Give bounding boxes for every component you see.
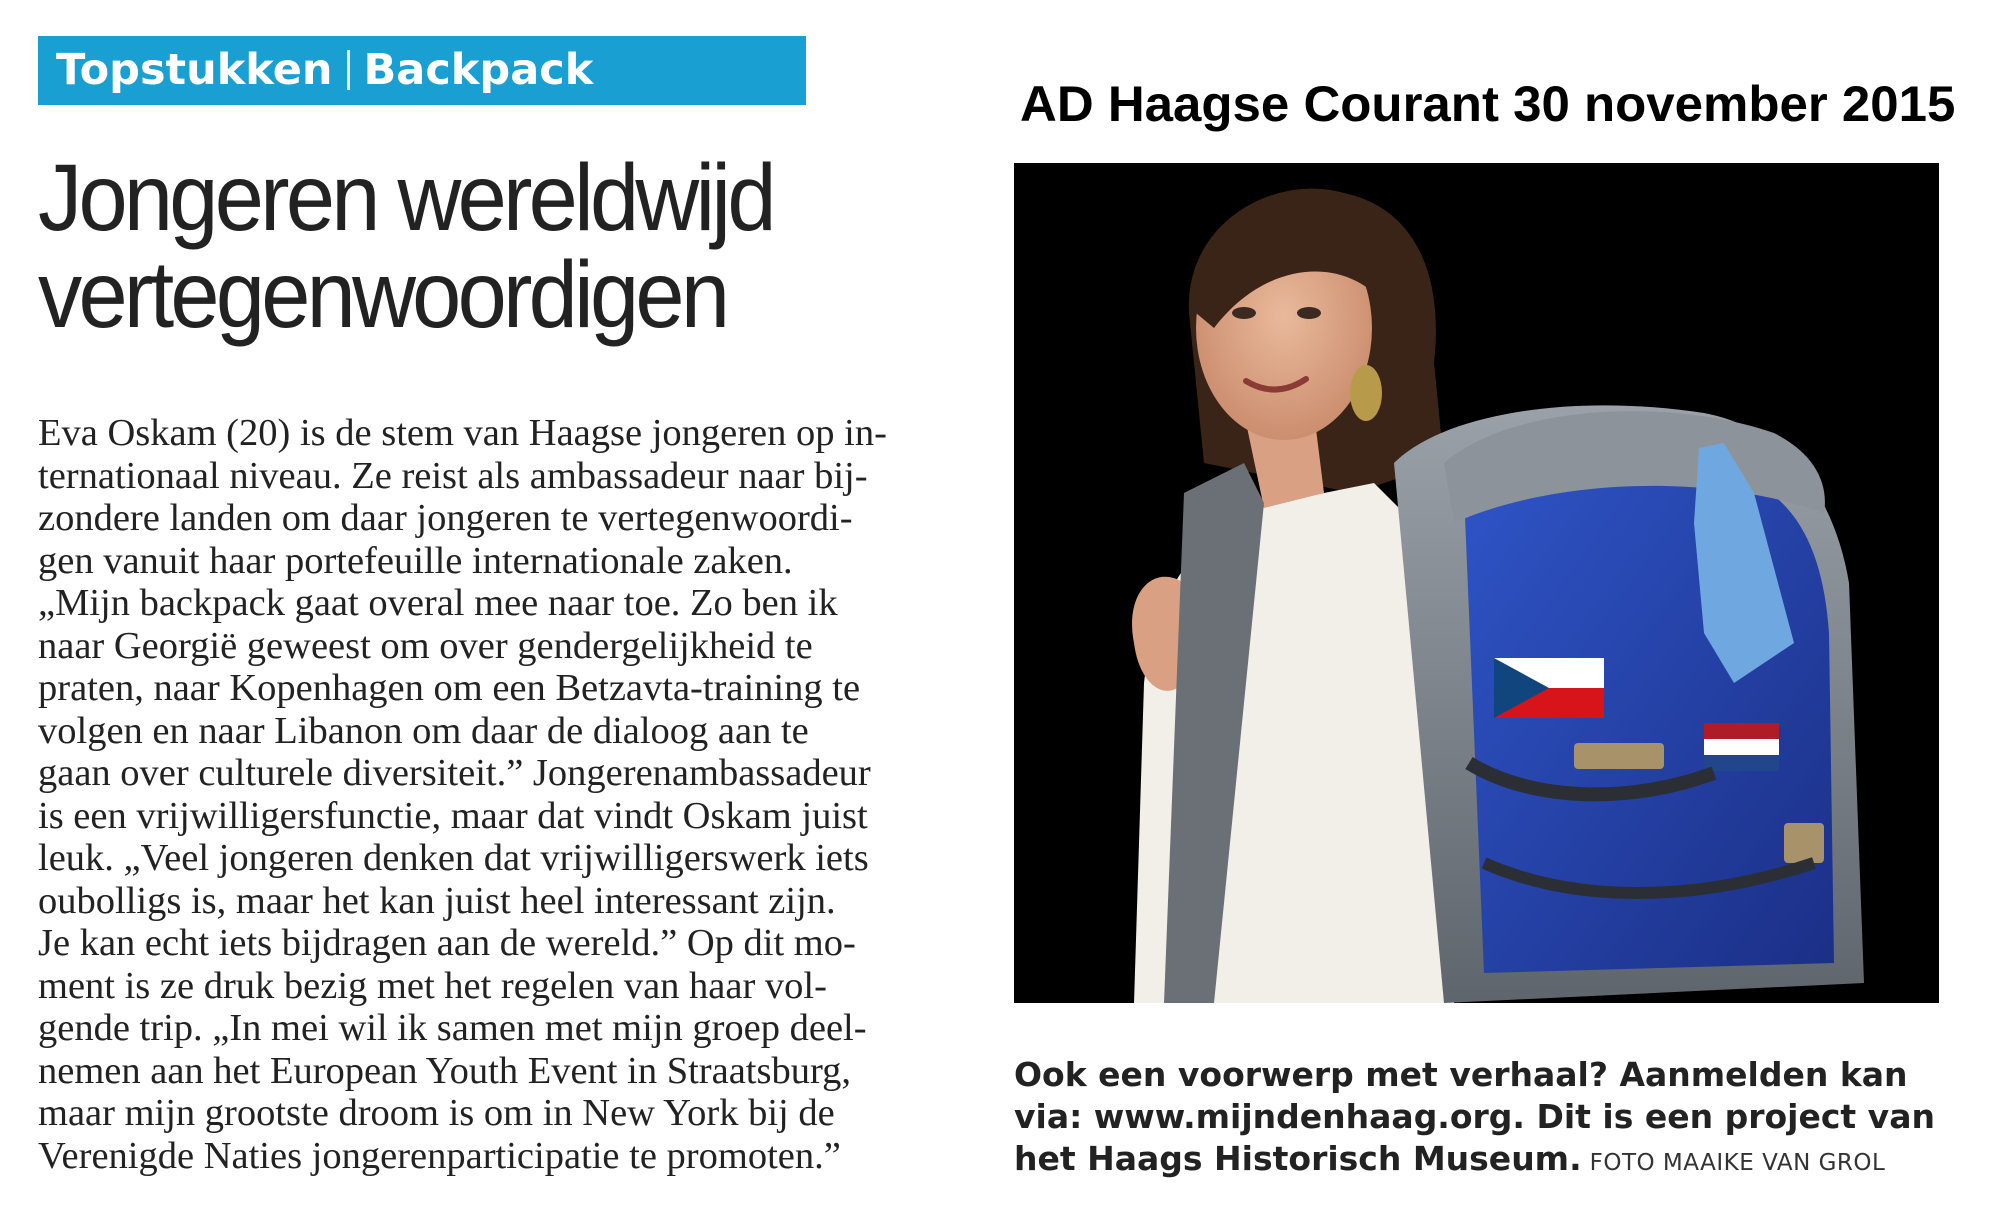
section-topic: Backpack <box>363 45 594 95</box>
article-headline <box>38 145 938 348</box>
article-line: „Mijn backpack gaat overal mee naar toe. Zo ben ik <box>38 582 838 624</box>
article-line: oubolligs is, maar het kan juist heel interessant zijn. <box>38 879 836 922</box>
article-line: praten, naar Kopenhagen om een Betzavta-training te <box>38 667 861 709</box>
article-line: zondere landen om daar jongeren te vertegenwoordi- <box>38 497 853 539</box>
article-line: ment is ze druk bezig met het regelen van haar vol- <box>38 964 827 1007</box>
caption-line-2: via: www.mijndenhaag.org. Dit is een project van <box>1014 1097 1935 1136</box>
article-line: maar mijn grootste droom is om in New York bij de <box>38 1092 835 1134</box>
article-line: Je kan echt iets bijdragen aan de wereld.” Op dit mo- <box>38 922 856 964</box>
article-line: nemen aan het European Youth Event in Straatsburg, <box>38 1049 851 1092</box>
caption-line-3 <box>1014 1138 1974 1184</box>
article-line: Eva Oskam (20) is de stem van Haagse jongeren op in- <box>38 412 887 454</box>
caption-line-1: Ook een voorwerp met verhaal? Aanmelden kan <box>1014 1055 1908 1094</box>
article-line: Verenigde Naties jongerenparticipatie te promoten.” <box>38 1134 841 1177</box>
publication-source-line: AD Haagse Courant 30 november 2015 <box>1020 76 1956 132</box>
article-line: gaan over culturele diversiteit.” Jongerenambassadeur <box>38 752 871 794</box>
caption-line-3-text: het Haags Historisch Museum. <box>1014 1139 1582 1178</box>
photo-illustration-woman-with-backpack <box>1014 163 1939 1003</box>
article-line: gen vanuit haar portefeuille internationale zaken. <box>38 539 793 582</box>
headline-line-1: Jongeren wereldwijd <box>38 145 773 251</box>
article-line: volgen en naar Libanon om daar de dialoog aan te <box>38 709 809 752</box>
article-line: naar Georgië geweest om over gendergelijkheid te <box>38 624 813 667</box>
headline-line-2: vertegenwoordigen <box>38 242 727 348</box>
article-photo <box>1014 163 1939 1003</box>
article-line: gende trip. „In mei wil ik samen met mijn groep deel- <box>38 1007 867 1049</box>
article-body <box>38 412 958 1177</box>
photo-credit: FOTO MAAIKE VAN GROL <box>1589 1150 1886 1176</box>
section-category: Topstukken <box>56 45 333 95</box>
section-divider <box>347 50 350 90</box>
photo-caption <box>1014 1054 1974 1184</box>
article-line: leuk. „Veel jongeren denken dat vrijwilligerswerk iets <box>38 837 869 879</box>
article-line: ternationaal niveau. Ze reist als ambassadeur naar bij- <box>38 454 868 497</box>
section-header <box>38 36 806 105</box>
article-line: is een vrijwilligersfunctie, maar dat vindt Oskam juist <box>38 794 868 837</box>
